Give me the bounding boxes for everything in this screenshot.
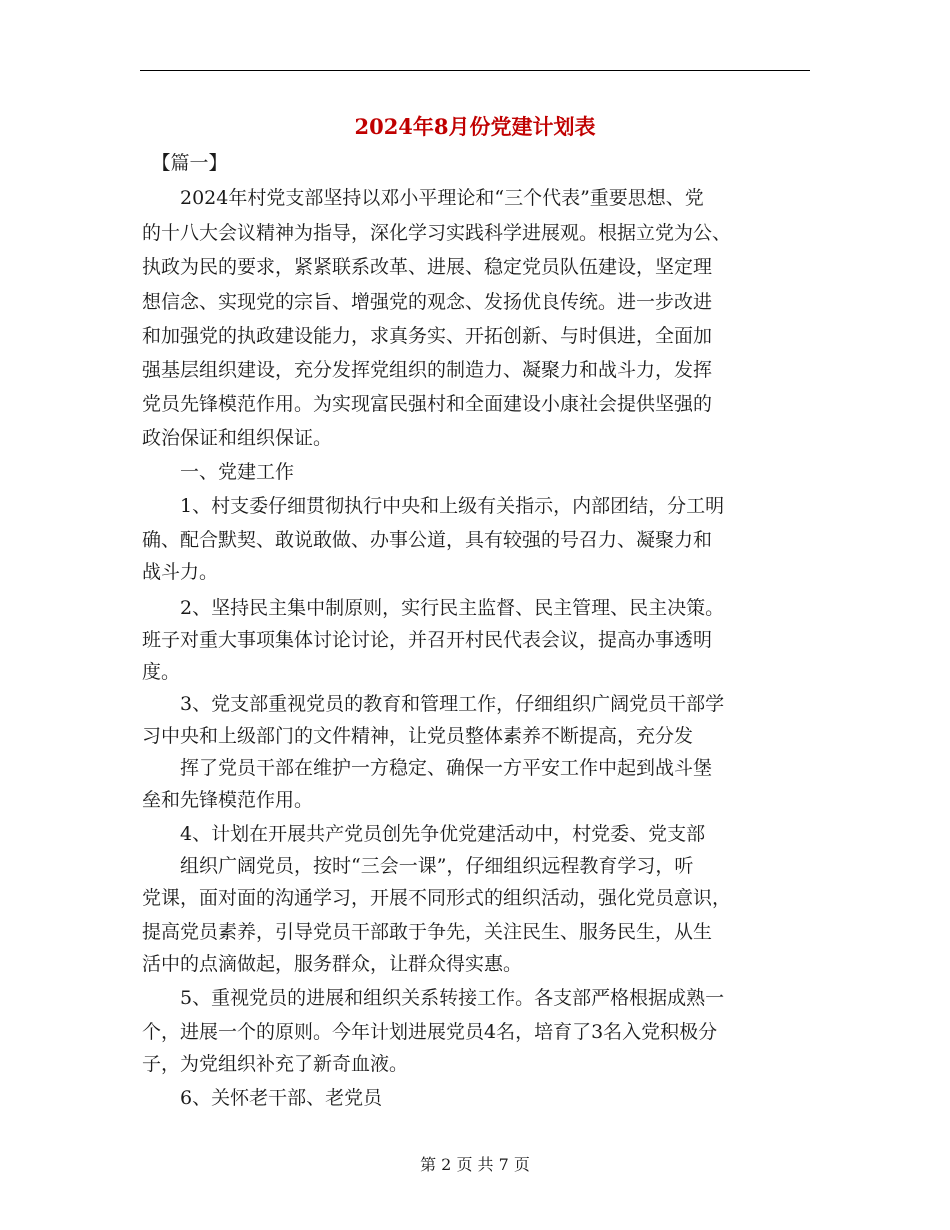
body-line: 和加强党的执政建设能力，求真务实、开拓创新、与时俱进，全面加 bbox=[142, 325, 713, 347]
body-line: 5、重视党员的进展和组织关系转接工作。各支部严格根据成熟一 bbox=[142, 987, 725, 1009]
body-line: 活中的点滴做起，服务群众，让群众得实惠。 bbox=[142, 953, 523, 975]
body-line: 【篇一】 bbox=[142, 152, 228, 174]
document-title: 2024年8月份党建计划表 bbox=[354, 114, 596, 139]
body-line: 想信念、实现党的宗旨、增强党的观念、发扬优良传统。进一步改进 bbox=[142, 291, 713, 313]
body-line: 2、坚持民主集中制原则，实行民主监督、民主管理、民主决策。 bbox=[142, 597, 725, 619]
body-line: 2024年村党支部坚持以邓小平理论和“三个代表”重要思想、党 bbox=[142, 187, 704, 209]
body-line: 战斗力。 bbox=[142, 561, 219, 583]
body-line: 一、党建工作 bbox=[142, 461, 295, 483]
body-line: 6、关怀老干部、老党员 bbox=[142, 1087, 383, 1109]
body-line: 挥了党员干部在维护一方稳定、确保一方平安工作中起到战斗堡 bbox=[142, 757, 713, 779]
body-line: 3、党支部重视党员的教育和管理工作，仔细组织广阔党员干部学 bbox=[142, 693, 725, 715]
body-line: 的十八大会议精神为指导，深化学习实践科学进展观。根据立党为公、 bbox=[142, 222, 732, 244]
body-line: 组织广阔党员，按时“三会一课”，仔细组织远程教育学习，听 bbox=[142, 855, 694, 877]
body-line: 强基层组织建设，充分发挥党组织的制造力、凝聚力和战斗力，发挥 bbox=[142, 359, 713, 381]
body-line: 1、村支委仔细贯彻执行中央和上级有关指示，内部团结，分工明 bbox=[142, 495, 725, 517]
body-line: 执政为民的要求，紧紧联系改革、进展、稳定党员队伍建设，坚定理 bbox=[142, 256, 713, 278]
body-line: 垒和先锋模范作用。 bbox=[142, 789, 314, 811]
header-rule bbox=[140, 70, 810, 71]
body-line: 班子对重大事项集体讨论讨论，并召开村民代表会议，提高办事透明 bbox=[142, 629, 713, 651]
page-footer: 第 2 页 共 7 页 bbox=[420, 1155, 530, 1174]
body-line: 习中央和上级部门的文件精神，让党员整体素养不断提高，充分发 bbox=[142, 725, 694, 747]
body-line: 度。 bbox=[142, 661, 181, 683]
body-line: 提高党员素养，引导党员干部敢于争先，关注民生、服务民生，从生 bbox=[142, 921, 713, 943]
body-line: 子，为党组织补充了新奇血液。 bbox=[142, 1053, 409, 1075]
body-line: 个，进展一个的原则。今年计划进展党员4名，培育了3名入党积极分 bbox=[142, 1021, 718, 1043]
body-line: 政治保证和组织保证。 bbox=[142, 427, 333, 449]
body-line: 确、配合默契、敢说敢做、办事公道，具有较强的号召力、凝聚力和 bbox=[142, 529, 713, 551]
body-line: 4、计划在开展共产党员创先争优党建活动中，村党委、党支部 bbox=[142, 823, 706, 845]
body-line: 党员先锋模范作用。为实现富民强村和全面建设小康社会提供坚强的 bbox=[142, 393, 713, 415]
body-line: 党课，面对面的沟通学习，开展不同形式的组织活动，强化党员意识， bbox=[142, 887, 732, 909]
